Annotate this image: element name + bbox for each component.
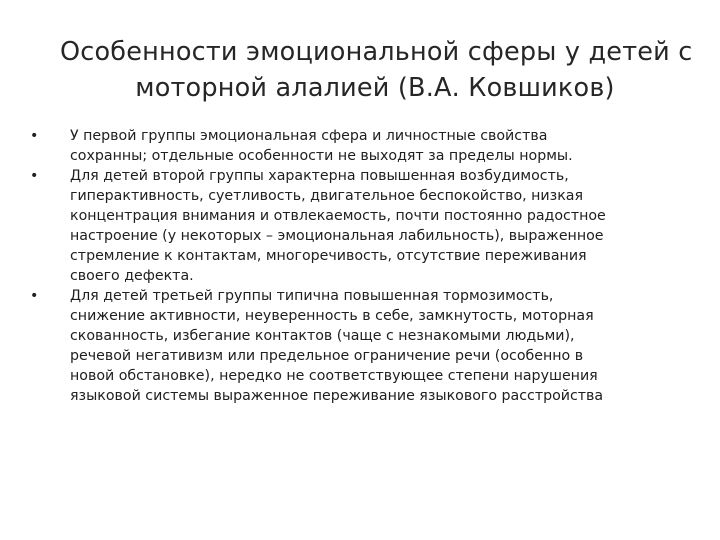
bullet-list — [30, 126, 698, 406]
bullet-text-line: языковой системы выраженное переживание языкового расстройства — [70, 388, 604, 404]
slide-title — [60, 34, 693, 106]
title-line: Особенности эмоциональной сферы у детей с — [60, 37, 693, 67]
bullet-item — [30, 286, 698, 406]
bullet-icon: • — [30, 288, 39, 304]
bullet-text-line: концентрация внимания и отвлекаемость, почти постоянно радостное — [70, 208, 606, 224]
bullet-text-line: настроение (у некоторых – эмоциональная лабильность), выраженное — [70, 228, 604, 244]
bullet-text-line: гиперактивность, суетливость, двигательное беспокойство, низкая — [70, 188, 583, 204]
bullet-text-line: снижение активности, неуверенность в себе, замкнутость, моторная — [70, 308, 594, 324]
bullet-text-line: речевой негативизм или предельное ограничение речи (особенно в — [70, 348, 584, 364]
bullet-text-line: стремление к контактам, многоречивость, отсутствие переживания — [70, 248, 587, 264]
bullet-icon: • — [30, 128, 39, 144]
bullet-text-line: новой обстановке), нередко не соответствующее степени нарушения — [70, 368, 598, 384]
bullet-icon: • — [30, 168, 39, 184]
bullet-text-line: своего дефекта. — [70, 268, 194, 284]
bullet-item — [30, 166, 698, 286]
bullet-text-line: Для детей второй группы характерна повышенная возбудимость, — [70, 168, 569, 184]
bullet-text-line: У первой группы эмоциональная сфера и личностные свойства — [70, 128, 548, 144]
bullet-item — [30, 126, 698, 166]
bullet-text-line: сохранны; отдельные особенности не выходят за пределы нормы. — [70, 148, 573, 164]
bullet-text-line: Для детей третьей группы типична повышенная тормозимость, — [70, 288, 554, 304]
bullet-text-line: скованность, избегание контактов (чаще с незнакомыми людьми), — [70, 328, 575, 344]
title-line: моторной алалией (В.А. Ковшиков) — [135, 73, 615, 103]
